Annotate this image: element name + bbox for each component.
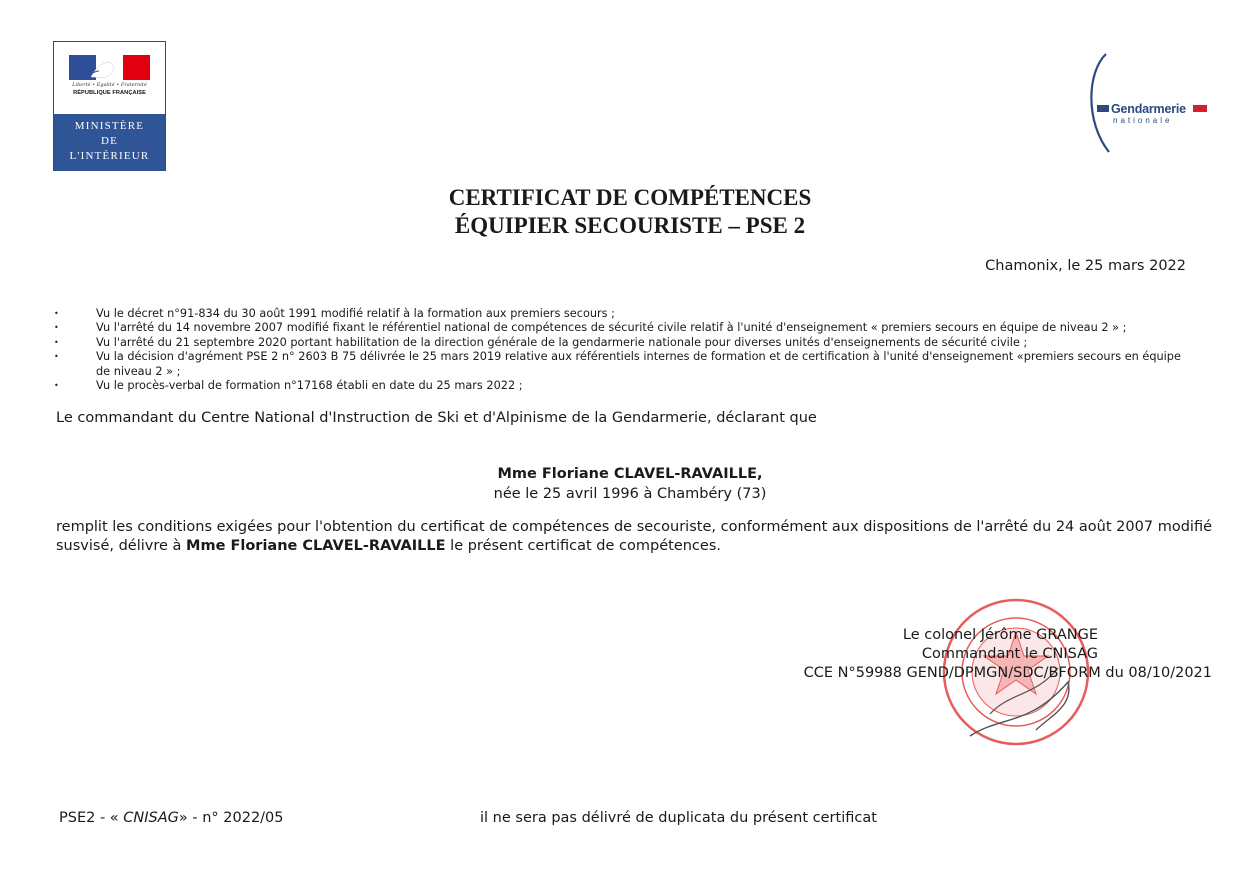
republique-francaise-label: RÉPUBLIQUE FRANÇAISE — [73, 90, 146, 96]
reference-item: • Vu le procès-verbal de formation n°17168 établi en date du 25 mars 2022 ; — [54, 379, 1194, 393]
gendarmerie-subtitle: nationale — [1113, 116, 1173, 125]
reference-item: • Vu le décret n°91-834 du 30 août 1991 modifié relatif à la formation aux premiers secours ; — [54, 307, 1194, 321]
recipient-block — [380, 464, 880, 504]
body-text-part-2: le présent certificat de compétences. — [445, 538, 721, 554]
recipient-birth: née le 25 avril 1996 à Chambéry (73) — [493, 486, 767, 502]
ministere-line-3: L'INTÉRIEUR — [69, 150, 150, 162]
legal-references-list — [54, 307, 1194, 393]
ministere-line-1: MINISTÈRE — [74, 120, 145, 132]
declaration-text: Le commandant du Centre National d'Instruction de Ski et d'Alpinisme de la Gendarmerie, déclarant que — [56, 410, 817, 426]
ministere-line-2: DE — [100, 135, 119, 147]
certificate-reference — [59, 810, 284, 826]
gendarmerie-name: Gendarmerie — [1111, 102, 1186, 116]
reference-item: • Vu la décision d'agrément PSE 2 n° 2603 B 75 délivrée le 25 mars 2019 relative aux référentiels internes de formation et de certification à l'unité d'enseignement «premiers secours en équipe de niveau 2 » ; — [54, 350, 1194, 379]
place-and-date: Chamonix, le 25 mars 2022 — [985, 258, 1186, 274]
duplicate-notice: il ne sera pas délivré de duplicata du présent certificat — [480, 810, 877, 826]
reference-suffix: » - n° 2022/05 — [178, 810, 284, 826]
signatory-reference: CCE N°59988 GEND/DPMGN/SDC/BFORM du 08/10/2021 — [803, 665, 1212, 681]
gendarmerie-nationale-logo — [1085, 52, 1215, 156]
certificate-title — [0, 184, 1240, 240]
republique-motto: Liberté • Égalité • Fraternité — [72, 82, 147, 88]
reference-prefix: PSE2 - « — [59, 810, 124, 826]
reference-item: • Vu l'arrêté du 14 novembre 2007 modifié fixant le référentiel national de compétences de sécurité civile relatif à l'unité d'enseignement « premiers secours en équipe de niveau 2 » ; — [54, 321, 1194, 335]
marianne-flag-icon — [69, 55, 150, 80]
certification-body — [56, 518, 1212, 556]
recipient-name: Mme Floriane CLAVEL-RAVAILLE, — [497, 466, 763, 482]
ministere-interieur-logo — [53, 41, 166, 171]
ministere-label-block — [54, 114, 165, 171]
signatory-title: Commandant le CNISAG — [921, 646, 1098, 662]
signatory-name: Le colonel Jérôme GRANGE — [902, 627, 1098, 643]
title-line-2: ÉQUIPIER SECOURISTE – PSE 2 — [454, 213, 806, 238]
reference-item: • Vu l'arrêté du 21 septembre 2020 portant habilitation de la direction générale de la gendarmerie nationale pour diverses unités d'enseignements de sécurité civile ; — [54, 336, 1194, 350]
body-recipient-name: Mme Floriane CLAVEL-RAVAILLE — [186, 538, 446, 554]
body-text-part-1: remplit les conditions exigées pour l'obtention du certificat de compétences de secouriste, conformément aux dispositions de l'arrêté du 24 août 2007 modifié susvisé, délivre à — [56, 519, 1212, 554]
title-line-1: CERTIFICAT DE COMPÉTENCES — [448, 185, 812, 210]
signature-block — [800, 626, 1212, 683]
reference-italic: CNISAG — [123, 810, 179, 826]
